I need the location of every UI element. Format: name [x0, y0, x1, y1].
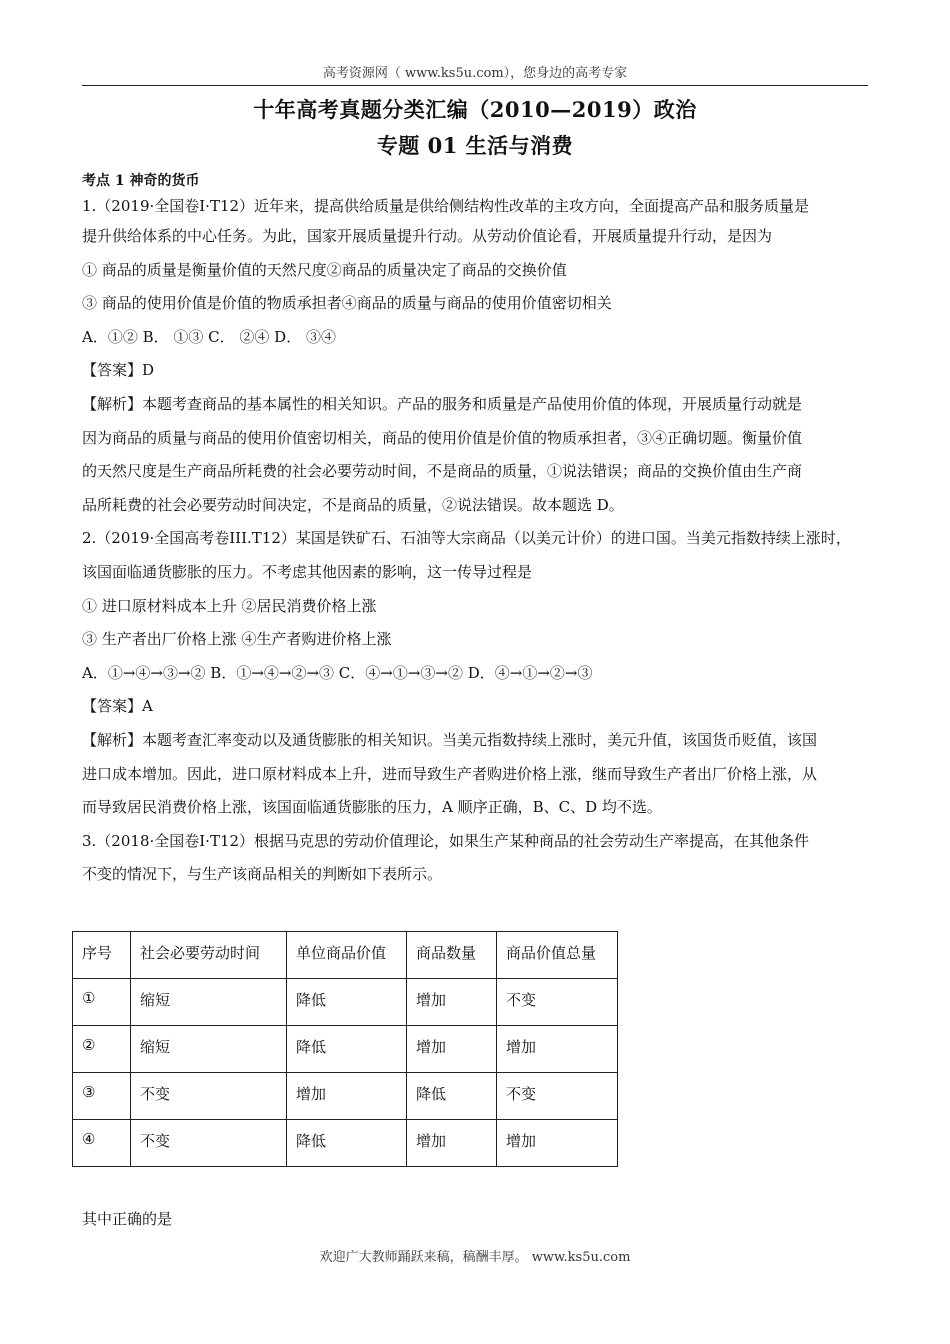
table-cell: 不变 — [497, 979, 618, 1026]
q1-analysis-line: 因为商品的质量与商品的使用价值密切相关，商品的使用价值是价值的物质承担者，③④正确切题。衡量价值 — [82, 428, 803, 447]
q1-answer: 【答案】D — [82, 361, 155, 380]
table-header-cell: 序号 — [73, 932, 131, 979]
table-header-cell: 社会必要劳动时间 — [131, 932, 287, 979]
table-cell: 降低 — [407, 1073, 497, 1120]
q3-stem-line: 不变的情况下，与生产该商品相关的判断如下表所示。 — [82, 865, 443, 884]
q1-analysis-line: 的天然尺度是生产商品所耗费的社会必要劳动时间，不是商品的质量，①说法错误；商品的交换价值由生产商 — [82, 462, 803, 481]
judgment-table — [72, 931, 618, 1167]
table-cell: 不变 — [131, 1120, 287, 1167]
table-header-row — [73, 932, 618, 979]
table-header-cell: 单位商品价值 — [287, 932, 407, 979]
q3-stem-line: 3.（2018·全国卷Ⅰ·T12）根据马克思的劳动价值理论，如果生产某种商品的社会劳动生产率提高，在其他条件 — [82, 831, 810, 850]
document-body — [82, 170, 874, 892]
table-row — [73, 1026, 618, 1073]
q2-stem-line: 该国面临通货膨胀的压力。不考虑其他因素的影响，这一传导过程是 — [82, 562, 533, 581]
table-cell: ② — [73, 1026, 131, 1073]
table-header-cell: 商品数量 — [407, 932, 497, 979]
q1-analysis-line: 【解析】本题考查商品的基本属性的相关知识。产品的服务和质量是产品使用价值的体现，开展质量行动就是 — [82, 394, 803, 413]
table-cell: 缩短 — [131, 1026, 287, 1073]
table-cell: 缩短 — [131, 979, 287, 1026]
table-cell: 不变 — [131, 1073, 287, 1120]
q1-stem-line: 提升供给体系的中心任务。为此，国家开展质量提升行动。从劳动价值论看，开展质量提升行动，是因为 — [82, 227, 773, 245]
table-cell: 不变 — [497, 1073, 618, 1120]
table-row — [73, 1073, 618, 1120]
table-cell: 增加 — [497, 1026, 618, 1073]
table-cell: 增加 — [407, 1026, 497, 1073]
q2-option-line: ① 进口原材料成本上升 ②居民消费价格上涨 — [82, 596, 377, 615]
q2-analysis-line: 而导致居民消费价格上涨，该国面临通货膨胀的压力，A 顺序正确，B、C、D 均不选。 — [82, 798, 662, 817]
q2-stem-line: 2.（2019·全国高考卷III.T12）某国是铁矿石、石油等大宗商品（以美元计价）的进口国。当美元指数持续上涨时， — [82, 529, 851, 548]
q2-answer: 【答案】A — [82, 697, 153, 716]
document-subtitle: 专题 01 生活与消费 — [376, 133, 574, 158]
table-cell: ③ — [73, 1073, 131, 1120]
table-header-cell: 商品价值总量 — [497, 932, 618, 979]
q2-choices: A．①→④→③→② B．①→④→②→③ C．④→①→③→② D．④→①→②→③ — [82, 663, 593, 682]
q3-prompt: 其中正确的是 — [82, 1210, 173, 1228]
table-cell: 降低 — [287, 1026, 407, 1073]
table-row — [73, 979, 618, 1026]
section-heading: 考点 1 神奇的货币 — [82, 173, 200, 189]
q1-analysis-line: 品所耗费的社会必要劳动时间决定，不是商品的质量，②说法错误。故本题选 D。 — [82, 495, 624, 514]
q1-choices: A．①② B． ①③ C． ②④ D． ③④ — [82, 327, 336, 346]
table-cell: ① — [73, 979, 131, 1026]
page-header: 高考资源网（ www.ks5u.com），您身边的高考专家 — [82, 64, 868, 86]
q1-option-line: ① 商品的质量是衡量价值的天然尺度②商品的质量决定了商品的交换价值 — [82, 260, 567, 279]
table-cell: 增加 — [407, 1120, 497, 1167]
table-cell: 降低 — [287, 979, 407, 1026]
q2-analysis-line: 【解析】本题考查汇率变动以及通货膨胀的相关知识。当美元指数持续上涨时，美元升值，该国货币贬值，该国 — [82, 730, 818, 749]
table-cell: 增加 — [407, 979, 497, 1026]
page-footer: 欢迎广大教师踊跃来稿，稿酬丰厚。 www.ks5u.com — [319, 1250, 631, 1265]
table-cell: ④ — [73, 1120, 131, 1167]
q1-stem-line: 1.（2019·全国卷Ⅰ·T12）近年来，提高供给质量是供给侧结构性改革的主攻方向，全面提高产品和服务质量是 — [82, 197, 810, 215]
document-title: 十年高考真题分类汇编（2010—2019）政治 — [253, 97, 697, 122]
q2-option-line: ③ 生产者出厂价格上涨 ④生产者购进价格上涨 — [82, 630, 392, 649]
table-cell: 增加 — [497, 1120, 618, 1167]
table-row — [73, 1120, 618, 1167]
table-cell: 增加 — [287, 1073, 407, 1120]
table-cell: 降低 — [287, 1120, 407, 1167]
q1-option-line: ③ 商品的使用价值是价值的物质承担者④商品的质量与商品的使用价值密切相关 — [82, 294, 612, 313]
q2-analysis-line: 进口成本增加。因此，进口原材料成本上升，进而导致生产者购进价格上涨，继而导致生产者出厂价格上涨，从 — [82, 764, 818, 783]
